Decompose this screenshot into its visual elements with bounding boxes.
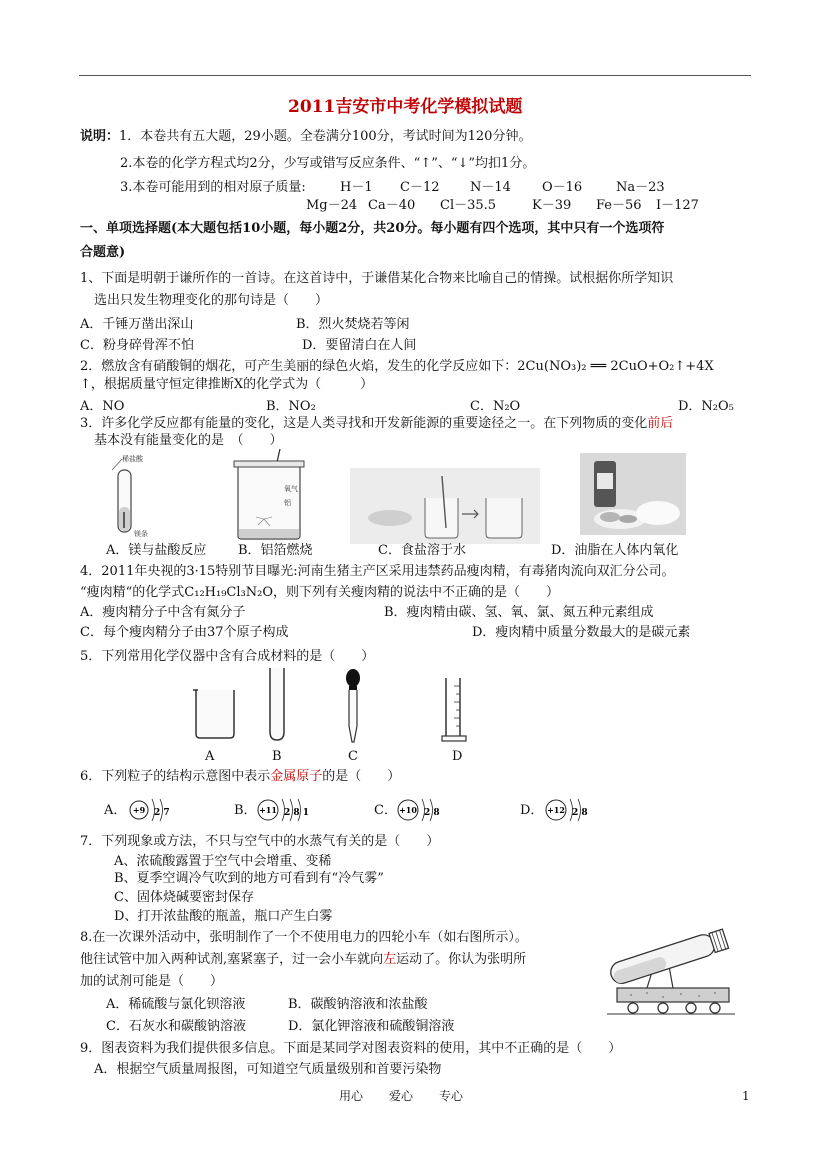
- page-number: 1: [742, 1089, 750, 1103]
- q5-stem: 5．下列常用化学仪器中含有合成材料的是（ ）: [80, 649, 375, 664]
- q3-figure-d-food-photo: [580, 453, 686, 535]
- note-3-prefix: 3.本卷可能用到的相对原子质量:: [120, 180, 306, 195]
- q6-shells-c: 2 8: [424, 808, 440, 818]
- footer-motto-3: 专心: [439, 1089, 464, 1103]
- q8-option-a: A．稀硫酸与氯化钡溶液: [106, 997, 246, 1012]
- q2-stem-line1: [80, 358, 714, 375]
- q3-figure-c-dissolving: [350, 468, 540, 544]
- q3-figure-a-test-tube: [100, 452, 170, 542]
- q5-figure-dropper: [342, 668, 364, 744]
- q2-stem-text: 2．燃放含有硝酸铜的烟花，可产生美丽的绿色火焰，发生的化学反应如下：: [80, 359, 518, 374]
- q8-option-c: C．石灰水和碳酸钠溶液: [106, 1019, 246, 1034]
- q6-stem-highlight: 金属原子: [270, 769, 323, 784]
- q1-option-a: A．千锤万凿出深山: [80, 317, 194, 332]
- q6-atom-c-diagram: [396, 796, 448, 824]
- q4-option-c: C．每个瘦肉精分子由37个原子构成: [80, 625, 289, 640]
- q6-nucleus-b: +11: [259, 805, 277, 815]
- q8-stem-highlight: 左: [383, 952, 397, 967]
- page-title: 2011吉安市中考化学模拟试题: [288, 97, 523, 117]
- q6-shells-b: 2 8 1: [284, 808, 310, 818]
- q1-option-b: B．烈火焚烧若等闲: [296, 317, 410, 332]
- footer-motto-2: 爱心: [389, 1089, 414, 1103]
- q8-stem-line2: [80, 951, 526, 968]
- q4-stem-line1: 4．2011年央视的3·15特别节目曝光:河南生猪主产区采用违禁药品瘦肉精，有毒猪肉流向双汇分公司。: [80, 564, 675, 579]
- q3-label-mg: 镁条: [134, 530, 148, 538]
- q6-shells-a: 2 7: [154, 808, 170, 818]
- q7-option-a: A、浓硫酸露置于空气中会增重、变稀: [114, 854, 332, 869]
- q2-option-d: D．N₂O₅: [678, 399, 734, 414]
- q5-label-a: A: [205, 749, 215, 764]
- note-3: [120, 179, 306, 196]
- q3-label-al: 铝: [284, 499, 291, 507]
- q3-option-c: C．食盐溶于水: [378, 543, 466, 558]
- q2-option-c: C．N₂O: [470, 399, 521, 414]
- q4-stem-line2: “瘦肉精“的化学式C₁₂H₁₉Cl₃N₂O，则下列有关瘦肉精的说法中不正确的是（ ）: [80, 585, 559, 600]
- q5-figure-graduated-cylinder: [440, 676, 470, 744]
- mass-i: I－127: [656, 198, 699, 213]
- q8-stem-line3: 加的试剂可能是（ ）: [80, 974, 224, 989]
- q6-nucleus-d: +12: [547, 805, 565, 815]
- q5-label-d: D: [452, 749, 463, 764]
- q5-figure-beaker: [192, 688, 238, 740]
- mass-h: H－1: [340, 180, 373, 195]
- mass-na: Na－23: [616, 180, 665, 195]
- notes-label: 说明：: [80, 129, 120, 144]
- q5-label-c: C: [348, 749, 358, 764]
- mass-mg: Mg－24: [306, 198, 358, 213]
- q9-option-a: A．根据空气质量周报图，可知道空气质量级别和首要污染物: [94, 1062, 442, 1077]
- q6-stem: [80, 768, 400, 785]
- q6-option-c: C．: [374, 803, 397, 818]
- q1-stem-line2: 选出只发生物理变化的那句诗是（ ）: [94, 293, 329, 308]
- q1-stem-line1: 1、下面是明朝于谦所作的一首诗。在这首诗中，于谦借某化合物来比喻自己的情操。试根据你所学知识: [80, 271, 674, 286]
- footer-motto-1: 用心: [339, 1089, 364, 1103]
- mass-o: O－16: [542, 180, 583, 195]
- q3-figure-b-gas-jar: [230, 447, 310, 542]
- q3-label-hcl: 稀盐酸: [122, 455, 143, 463]
- q6-stem-end: 的是（ ）: [322, 769, 401, 784]
- q6-atom-a-diagram: [128, 796, 176, 824]
- q1-option-d: D．要留清白在人间: [302, 338, 417, 353]
- q6-stem-text: 6．下列粒子的结构示意图中表示: [80, 769, 271, 784]
- section1-heading-line1: 一、单项选择题(本大题包括10小题，每小题2分，共20分。每小题有四个选项，其中只有一个选项符: [80, 221, 665, 236]
- mass-ca: Ca－40: [368, 198, 416, 213]
- q4-option-a: A．瘦肉精分子中含有氮分子: [80, 605, 246, 620]
- q8-stem-end: 运动了。你认为张明所: [396, 952, 527, 967]
- q6-nucleus-a: +9: [132, 805, 146, 815]
- q7-stem: 7．下列现象或方法，不只与空气中的水蒸气有关的是（ ）: [80, 834, 440, 849]
- note-2: 2.本卷的化学方程式均2分，少写或错写反应条件、“↑”、“↓”均扣1分。: [120, 156, 536, 171]
- q2-equation: 2Cu(NO₃)₂ ══ 2CuO+O₂↑+4X: [517, 359, 714, 374]
- q6-option-a: A．: [104, 803, 127, 818]
- q3-stem-line1: [80, 415, 673, 432]
- q9-stem: 9．图表资料为我们提供很多信息。下面是某同学对图表资料的使用，其中不正确的是（ ）: [80, 1041, 622, 1056]
- q8-option-b: B．碳酸钠溶液和浓盐酸: [288, 997, 428, 1012]
- q1-option-c: C．粉身碎骨浑不怕: [80, 338, 194, 353]
- q3-label-oxygen: 氧气: [284, 485, 298, 493]
- q5-figure-test-tube: [266, 666, 288, 742]
- notes-line-1: [80, 128, 531, 145]
- q3-option-b: B．铝箔燃烧: [238, 543, 313, 558]
- q3-option-a: A．镁与盐酸反应: [106, 543, 207, 558]
- q4-option-d: D．瘦肉精中质量分数最大的是碳元素: [472, 625, 691, 640]
- q2-option-a: A．NO: [80, 399, 125, 414]
- q3-stem-highlight: 前后: [647, 416, 674, 431]
- q7-option-c: C、固体烧碱要密封保存: [114, 890, 254, 905]
- q6-option-d: D．: [520, 803, 544, 818]
- q3-stem-line2: 基本没有能量变化的是 （ ）: [94, 433, 283, 448]
- mass-c: C－12: [400, 180, 440, 195]
- mass-fe: Fe－56: [596, 198, 642, 213]
- section1-heading-line2: 合题意): [80, 245, 126, 260]
- header-rule: [79, 75, 751, 76]
- q6-atom-d-diagram: [544, 796, 596, 824]
- q2-stem-line2: ↑，根据质量守恒定律推断X的化学式为（ ）: [80, 377, 374, 392]
- q4-option-b: B．瘦肉精由碳、氢、氧、氯、氮五种元素组成: [384, 605, 654, 620]
- note-1: 1．本卷共有五大题，29小题。全卷满分100分，考试时间为120分钟。: [119, 129, 532, 144]
- q8-figure-toy-car: [603, 926, 743, 1018]
- q6-nucleus-c: +10: [399, 805, 417, 815]
- q8-stem-text: 他往试管中加入两种试剂,塞紧塞子，过一会小车就向: [80, 952, 384, 967]
- mass-cl: Cl－35.5: [440, 198, 497, 213]
- q2-option-b: B．NO₂: [266, 399, 316, 414]
- mass-n: N－14: [470, 180, 511, 195]
- q3-option-d: D．油脂在人体内氧化: [551, 543, 679, 558]
- q8-option-d: D．氯化钾溶液和硫酸铜溶液: [288, 1019, 455, 1034]
- q7-option-d: D、打开浓盐酸的瓶盖，瓶口产生白雾: [114, 909, 333, 924]
- q5-label-b: B: [272, 749, 282, 764]
- q7-option-b: B、夏季空调冷气吹到的地方可看到有“冷气雾”: [114, 871, 384, 886]
- q6-shells-d: 2 8: [572, 808, 588, 818]
- q6-atom-b-diagram: [256, 796, 316, 824]
- q8-stem-line1: 8.在一次课外活动中，张明制作了一个不使用电力的四轮小车（如右图所示）。: [80, 930, 528, 945]
- q6-option-b: B．: [234, 803, 257, 818]
- q3-stem-text: 3．许多化学反应都有能量的变化，这是人类寻找和开发新能源的重要途径之一。在下列物质的变化: [80, 416, 648, 431]
- mass-k: K－39: [532, 198, 572, 213]
